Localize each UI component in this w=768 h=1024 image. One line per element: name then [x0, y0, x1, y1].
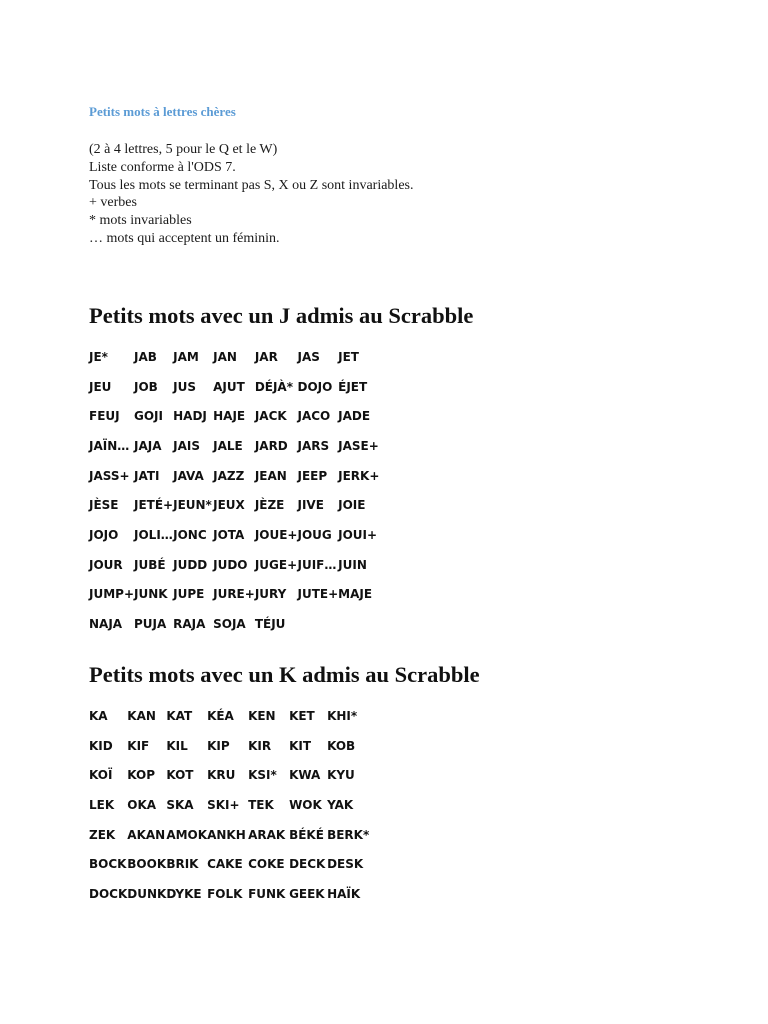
word-cell: JEU [89, 379, 112, 394]
word-cell: JIVE [297, 498, 324, 513]
word-cell: JATI [134, 468, 160, 483]
word-row [89, 490, 388, 520]
word-cell: JEUX [213, 498, 245, 513]
word-cell: WOK [289, 797, 322, 812]
word-cell: FEUJ [89, 409, 120, 424]
word-cell: JAR [254, 349, 278, 364]
word-cell: AJUT [213, 379, 245, 394]
word-cell: OKA [127, 797, 157, 812]
word-cell [338, 609, 388, 639]
word-cell: JUPE [173, 587, 205, 602]
word-cell: DUNK [127, 886, 167, 901]
word-cell: JOB [134, 379, 158, 394]
word-row [89, 701, 377, 731]
word-cell: JUTE+ [297, 587, 339, 602]
word-cell: JOLI… [134, 527, 173, 542]
word-cell: JOUE+ [254, 527, 298, 542]
word-cell: JUIN [338, 557, 367, 572]
word-cell: JAS [297, 349, 320, 364]
word-row [89, 431, 388, 461]
word-row [89, 372, 388, 402]
word-cell: JUNK [134, 587, 168, 602]
word-cell: JALE [213, 438, 243, 453]
word-cell: DESK [327, 857, 364, 872]
word-row [89, 760, 377, 790]
word-cell: YAK [327, 797, 354, 812]
word-row [89, 790, 377, 820]
word-cell: FUNK [248, 886, 286, 901]
word-cell: KHI* [327, 708, 358, 723]
word-cell: TÉJU [254, 617, 286, 632]
word-cell: COKE [248, 857, 285, 872]
word-cell: JAÏN… [89, 438, 130, 453]
word-cell: JUIF… [297, 557, 337, 572]
word-cell: FOLK [207, 886, 243, 901]
word-cell: JASS+ [89, 468, 130, 483]
word-cell: BOCK [89, 857, 127, 872]
word-cell: JASE+ [338, 438, 379, 453]
word-cell: KIR [248, 738, 272, 753]
word-cell: JADE [338, 409, 371, 424]
word-row [89, 849, 377, 879]
intro-line: Liste conforme à l'ODS 7. [89, 159, 236, 175]
word-row [89, 461, 388, 491]
word-cell: KIT [289, 738, 312, 753]
word-cell: ÉJET [338, 379, 368, 394]
word-cell: JAB [134, 349, 157, 364]
word-cell: JACO [297, 409, 331, 424]
intro-line: Tous les mots se terminant pas S, X ou Z sont invariables. [89, 177, 414, 193]
intro-block [89, 141, 413, 248]
word-cell: GEEK [289, 886, 325, 901]
word-cell: LEK [89, 797, 115, 812]
word-cell: KA [89, 708, 108, 723]
word-row [89, 731, 377, 761]
word-cell: SKI+ [207, 797, 240, 812]
word-cell: KET [289, 708, 315, 723]
word-cell: KWA [289, 768, 321, 783]
word-cell: JURY [254, 587, 287, 602]
word-row [89, 580, 388, 610]
word-cell: JUGE+ [254, 557, 298, 572]
word-cell: HAJE [213, 409, 246, 424]
word-cell: JUBÉ [134, 557, 166, 572]
word-cell: JOTA [213, 527, 245, 542]
word-cell: TEK [248, 797, 274, 812]
word-cell: JOIE [338, 498, 366, 513]
word-row [89, 820, 377, 850]
word-cell: JE* [89, 349, 108, 364]
word-cell: JEUN* [173, 498, 212, 513]
word-cell: JAVA [173, 468, 204, 483]
word-cell: JONC [173, 527, 207, 542]
intro-line: (2 à 4 lettres, 5 pour le Q et le W) [89, 142, 278, 157]
word-cell: ANKH [207, 827, 246, 842]
word-cell: DOJO [297, 379, 333, 394]
word-cell: JARS [297, 438, 330, 453]
word-cell: BOOK [127, 857, 167, 872]
document-title: Petits mots à lettres chères [89, 104, 236, 119]
word-cell: HADJ [173, 409, 207, 424]
word-cell: KOB [327, 738, 356, 753]
word-cell: JERK+ [338, 468, 380, 483]
word-cell: JUDD [173, 557, 208, 572]
word-cell: PUJA [134, 617, 167, 632]
word-cell: KAT [166, 708, 193, 723]
word-cell: JOUI+ [338, 527, 378, 542]
word-row [89, 401, 388, 431]
word-cell: JARD [254, 438, 288, 453]
word-cell: JAZZ [213, 468, 245, 483]
word-cell: NAJA [89, 617, 123, 632]
word-cell: DÉJÀ* [254, 379, 293, 394]
word-cell: KEN [248, 708, 276, 723]
word-cell: JUS [173, 379, 196, 394]
word-cell: KÉA [207, 708, 234, 723]
word-cell: JUMP+ [89, 587, 134, 602]
intro-line: * mots invariables [89, 213, 192, 229]
word-cell: KIL [166, 738, 188, 753]
word-cell: DOCK [89, 886, 128, 901]
word-cell: CAKE [207, 857, 243, 872]
intro-line: … mots qui acceptent un féminin. [89, 230, 280, 246]
word-cell: ZEK [89, 827, 116, 842]
word-cell: AKAN [127, 827, 166, 842]
word-cell: JOJO [89, 527, 119, 542]
word-cell: KYU [327, 768, 355, 783]
word-cell: JAIS [173, 438, 200, 453]
word-table-j [89, 342, 388, 639]
word-cell: BÉKÉ [289, 827, 324, 842]
word-cell: JÈZE [254, 498, 285, 513]
word-cell: ARAK [248, 827, 286, 842]
word-cell: GOJI [134, 409, 163, 424]
word-cell: JET [338, 349, 359, 364]
word-cell: JAN [213, 349, 237, 364]
word-row [89, 342, 388, 372]
word-cell: KIF [127, 738, 150, 753]
word-row [89, 879, 377, 909]
word-cell: SOJA [213, 617, 246, 632]
intro-line: + verbes [89, 195, 137, 211]
word-cell: JAJA [134, 438, 162, 453]
word-row [89, 520, 388, 550]
word-cell: JÈSE [89, 498, 119, 513]
word-cell: JURE+ [213, 587, 255, 602]
word-row [89, 550, 388, 580]
word-cell: KOÏ [89, 768, 113, 783]
word-cell: KID [89, 738, 113, 753]
word-cell: KSI* [248, 768, 277, 783]
word-row [89, 609, 388, 639]
word-table-k [89, 701, 377, 909]
word-cell: JEAN [254, 468, 287, 483]
word-cell: JETÉ+ [134, 498, 174, 513]
word-cell: BERK* [327, 827, 370, 842]
word-cell: KRU [207, 768, 236, 783]
word-cell: KIP [207, 738, 230, 753]
section-heading-k: Petits mots avec un K admis au Scrabble [89, 662, 480, 687]
word-cell: MAJE [338, 587, 373, 602]
word-cell: SKA [166, 797, 194, 812]
word-cell: JOUR [89, 557, 123, 572]
word-cell: KOT [166, 768, 194, 783]
word-cell: DYKE [166, 886, 202, 901]
word-cell: KOP [127, 768, 156, 783]
word-cell: JAM [173, 349, 199, 364]
word-cell: DECK [289, 857, 326, 872]
word-cell: BRIK [166, 857, 199, 872]
word-cell: KAN [127, 708, 156, 723]
word-cell: JACK [254, 409, 287, 424]
word-cell: HAÏK [327, 886, 361, 901]
word-cell: RAJA [173, 617, 206, 632]
word-cell: JOUG [297, 527, 332, 542]
word-cell [297, 609, 338, 639]
word-cell: JEEP [297, 468, 328, 483]
word-cell: JUDO [213, 557, 248, 572]
word-cell: AMOK [166, 827, 208, 842]
section-heading-j: Petits mots avec un J admis au Scrabble [89, 303, 474, 328]
